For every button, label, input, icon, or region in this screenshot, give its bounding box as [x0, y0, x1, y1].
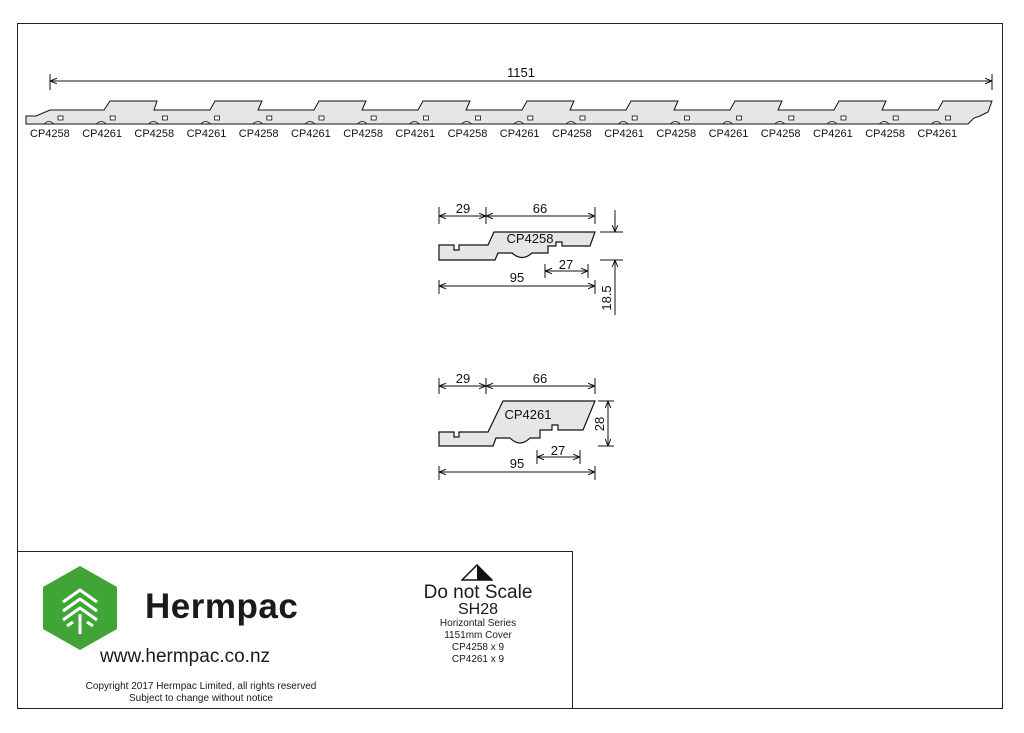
assembly-notch: [893, 116, 898, 120]
assembly-outline: [26, 101, 992, 124]
assembly-notch: [476, 116, 481, 120]
assembly-notch: [737, 116, 742, 120]
profile-cp4258-label: CP4258: [506, 231, 554, 246]
assembly-profile-strip: [26, 101, 992, 140]
assembly-notch: [267, 116, 272, 120]
assembly-notch: [215, 116, 220, 120]
assembly-label: CP4261: [917, 128, 958, 140]
assembly-notch: [423, 116, 428, 120]
assembly-label: CP4261: [604, 128, 644, 140]
overall-dimension: [50, 65, 992, 90]
cp4261-dim-28: 28: [592, 416, 607, 432]
assembly-label: CP4258: [134, 128, 175, 140]
assembly-label: CP4258: [552, 128, 592, 140]
assembly-notch: [528, 116, 533, 120]
website-link[interactable]: www.hermpac.co.nz: [100, 646, 271, 667]
profile-cp4261-label: CP4261: [504, 407, 552, 422]
assembly-label: CP4261: [708, 128, 749, 140]
warning-triangle-icon: [461, 564, 493, 581]
cp4261-dim-27: 27: [550, 443, 566, 458]
do-not-scale-warning: Do not Scale: [423, 582, 533, 603]
assembly-label: CP4261: [813, 128, 853, 140]
profile-cp4258: [439, 201, 623, 315]
series-label: Horizontal Series: [439, 618, 517, 629]
cp4258-dim-95: 95: [509, 270, 525, 285]
cover-label: 1151mm Cover: [444, 630, 512, 641]
quantity-cp4258: CP4258 x 9: [451, 642, 505, 653]
assembly-notch: [162, 116, 167, 120]
overall-dimension-value: 1151: [507, 65, 535, 80]
assembly-label: CP4261: [499, 128, 540, 140]
assembly-notch: [58, 116, 63, 120]
assembly-notch: [632, 116, 637, 120]
assembly-label: CP4258: [447, 128, 488, 140]
assembly-label: CP4261: [186, 128, 227, 140]
assembly-notch: [319, 116, 324, 120]
copyright-notice: [18, 681, 384, 705]
title-block: [17, 551, 573, 709]
cp4258-dim-29: 29: [455, 201, 471, 216]
cp4258-dim-18-5: 18.5: [599, 285, 614, 311]
cp4258-dim-27: 27: [558, 257, 574, 272]
assembly-notch: [684, 116, 689, 120]
cp4261-dim-66: 66: [532, 371, 548, 386]
assembly-label: CP4258: [238, 128, 279, 140]
assembly-label: CP4258: [760, 128, 801, 140]
assembly-notch: [789, 116, 794, 120]
assembly-notch: [945, 116, 950, 120]
assembly-labels: [30, 128, 957, 140]
cp4258-dim-66: 66: [532, 201, 548, 216]
assembly-label: CP4258: [656, 128, 697, 140]
cp4261-dim-29: 29: [455, 371, 471, 386]
quantity-cp4261: CP4261 x 9: [451, 654, 505, 665]
profile-cp4261: [439, 371, 614, 480]
chevron-stack-hexagon-logo-icon: [41, 564, 119, 652]
assembly-label: CP4258: [865, 128, 905, 140]
assembly-label: CP4261: [291, 128, 331, 140]
assembly-label: CP4261: [395, 128, 436, 140]
brand-name: Hermpac: [145, 587, 299, 626]
assembly-notch: [580, 116, 585, 120]
cp4261-dim-95: 95: [509, 456, 525, 471]
assembly-label: CP4258: [30, 128, 70, 140]
assembly-notch: [841, 116, 846, 120]
assembly-notch: [371, 116, 376, 120]
drawing-code: SH28: [457, 601, 499, 618]
drawing-notes: [413, 562, 543, 666]
disclaimer-line: Subject to change without notice: [129, 693, 273, 704]
assembly-label: CP4258: [343, 128, 383, 140]
assembly-label: CP4261: [82, 128, 122, 140]
copyright-line: Copyright 2017 Hermpac Limited, all rights reserved: [85, 681, 317, 692]
assembly-notch: [110, 116, 115, 120]
